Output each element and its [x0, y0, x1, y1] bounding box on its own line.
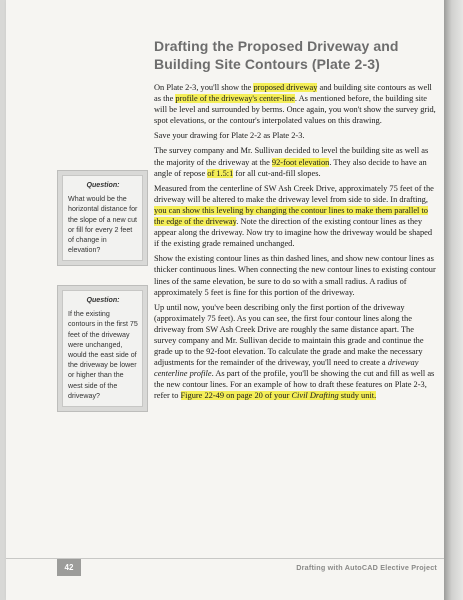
p3-text-c: . They also decide to have an angle of repose [154, 157, 427, 178]
p6-text-c: . As part of the profile, you'll be showing the cut and fill as well as the new contour lines. For an example of how to draft these features on Plate 2-3, refer to [154, 369, 435, 401]
section-heading-line-2: Building Site Contours (Plate 2-3) [154, 56, 380, 72]
question-1-heading: Question: [86, 181, 120, 189]
term-driveway-centerline-profile: driveway centerline profile [154, 358, 419, 379]
paragraph-6 [154, 302, 436, 402]
question-2-heading: Question: [86, 296, 120, 304]
paragraph-5: Show the existing contour lines as thin dashed lines, and show new contour lines as thicker continuous lines. When connecting the new contour lines to existing contour lines of the same elevation, be sure to do so with a small radius. A radius of approximately 5 feet is fine for this portion of the driveway. [154, 254, 436, 297]
page-edge-shadow [444, 0, 463, 600]
body-text [154, 82, 436, 406]
paragraph-3 [154, 145, 436, 178]
p3-text-a: The survey company and Mr. Sullivan decided to level the building site as well as the majority of the driveway at the [154, 146, 429, 167]
paragraph-1 [154, 82, 436, 126]
highlight-92-foot-elevation: 92-foot elevation [271, 157, 330, 167]
highlight-profile-centerline-end: line [282, 94, 295, 104]
question-sidebar-1-panel [62, 175, 143, 261]
p3-text-e: for all cut-and-fill slopes. [233, 168, 321, 178]
section-heading [154, 37, 430, 73]
question-1-text: What would be the horizontal distance for the slope of a new cut or fill for every 2 feet of change in elevation? [68, 195, 138, 255]
highlight-leveling-contours: you can show this leveling by changing the contour lines to make them parallel to the edge of the driveway [154, 205, 428, 227]
section-heading-line-1: Drafting the Proposed Driveway and [154, 38, 399, 54]
p4-text-c: . Note the direction of the existing contour lines as they appear along the driveway. Now try to imagine how the driveway would be shaped if the existing grade remained unchanged. [154, 217, 433, 249]
p1-text-f: . As mentioned before, the building site will be level and surrounded by berms. Once again, you won't show the survey grid, spot elevations, or the contour's interpolated values on this drawing. [154, 94, 436, 126]
highlight-profile-centerline: profile of the driveway's center- [175, 94, 283, 104]
question-sidebar-2 [57, 285, 148, 412]
highlight-study-unit: study unit. [338, 391, 377, 401]
question-sidebar-1 [57, 170, 148, 266]
page-number: 42 [57, 559, 81, 576]
highlight-civil-drafting: Civil Drafting [291, 391, 339, 401]
paragraph-4 [154, 183, 436, 250]
p1-text-c: and building site contours as well as the [154, 83, 432, 104]
p1-text-a: On Plate 2-3, you'll show the [154, 83, 254, 92]
footer-title: Drafting with AutoCAD Elective Project [296, 563, 437, 572]
p6-text-a: Up until now, you've been describing only the first portion of the driveway (approximately 75 feet). As you can see, the first four contour lines along the driveway from SW Ash Creek Drive are roughly the same distance apart. The survey company and Mr. Sullivan decide to maintain this grade and continue the grade up to the 92-foot elevation. To calculate the grade and make the necessary adjustments for the remainder of the driveway, you'll need to create a [154, 302, 424, 368]
paragraph-2: Save your drawing for Plate 2-2 as Plate 2-3. [154, 131, 305, 141]
highlight-angle-of-repose: of 1.5:1 [207, 168, 234, 178]
question-2-text: If the existing contours in the first 75 feet of the driveway were unchanged, would the east side of the driveway be lower or higher than the west side of the driveway? [68, 310, 138, 400]
question-sidebar-2-panel [62, 290, 143, 407]
highlight-figure-reference: Figure 22-49 on page 20 of your [180, 391, 292, 401]
highlight-proposed-driveway: proposed driveway [253, 83, 318, 92]
p4-text-a: Measured from the centerline of SW Ash Creek Drive, approximately 75 feet of the driveway will be altered to make the driveway level from side to side. In drafting, [154, 183, 434, 204]
